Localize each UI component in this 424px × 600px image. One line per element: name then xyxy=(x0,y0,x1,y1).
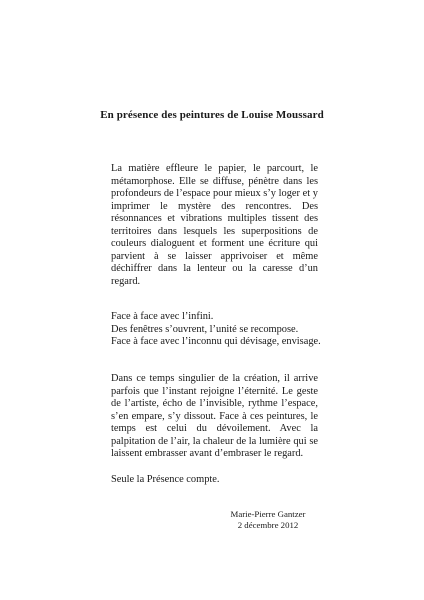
paragraph-face-a-face xyxy=(111,311,321,349)
signature-date: 2 décembre 2012 xyxy=(237,520,299,530)
closing-line: Seule la Présence compte. xyxy=(111,474,220,485)
verse-line: Face à face avec l’inconnu qui dévisage, envisage. xyxy=(111,336,321,347)
paragraph-matiere: La matière effleure le papier, le parcourt, le métamorphose. Elle se diffuse, pénètre dans les profondeurs de l’espace pour mieux s’y loger et y imprimer le mystère des rencontres. Des résonnances et vibrations multiples tissent des territoires dans lesquels les superpositions de couleurs dialoguent et forment une écriture qui parvient à se laisser apprivoiser et même déchiffrer dans la lenteur ou la caresse d’un regard. xyxy=(111,163,318,287)
verse-line: Face à face avec l’infini. xyxy=(111,311,214,322)
verse-line: Des fenêtres s’ouvrent, l’unité se recompose. xyxy=(111,323,299,335)
paragraph-creation: Dans ce temps singulier de la création, il arrive parfois que l’instant rejoigne l’éternité. Le geste de l’artiste, écho de l’invisible, rythme l’espace, s’en empare, s’y dissout. Face à ces peintures, le temps est celui du dévoilement. Avec la palpitation de l’air, la chaleur de la lumière qui se laissent embrasser avant d’embraser le regard. xyxy=(111,373,318,459)
author-name: Marie-Pierre Gantzer xyxy=(230,509,306,519)
document-title: En présence des peintures de Louise Moussard xyxy=(100,109,324,121)
